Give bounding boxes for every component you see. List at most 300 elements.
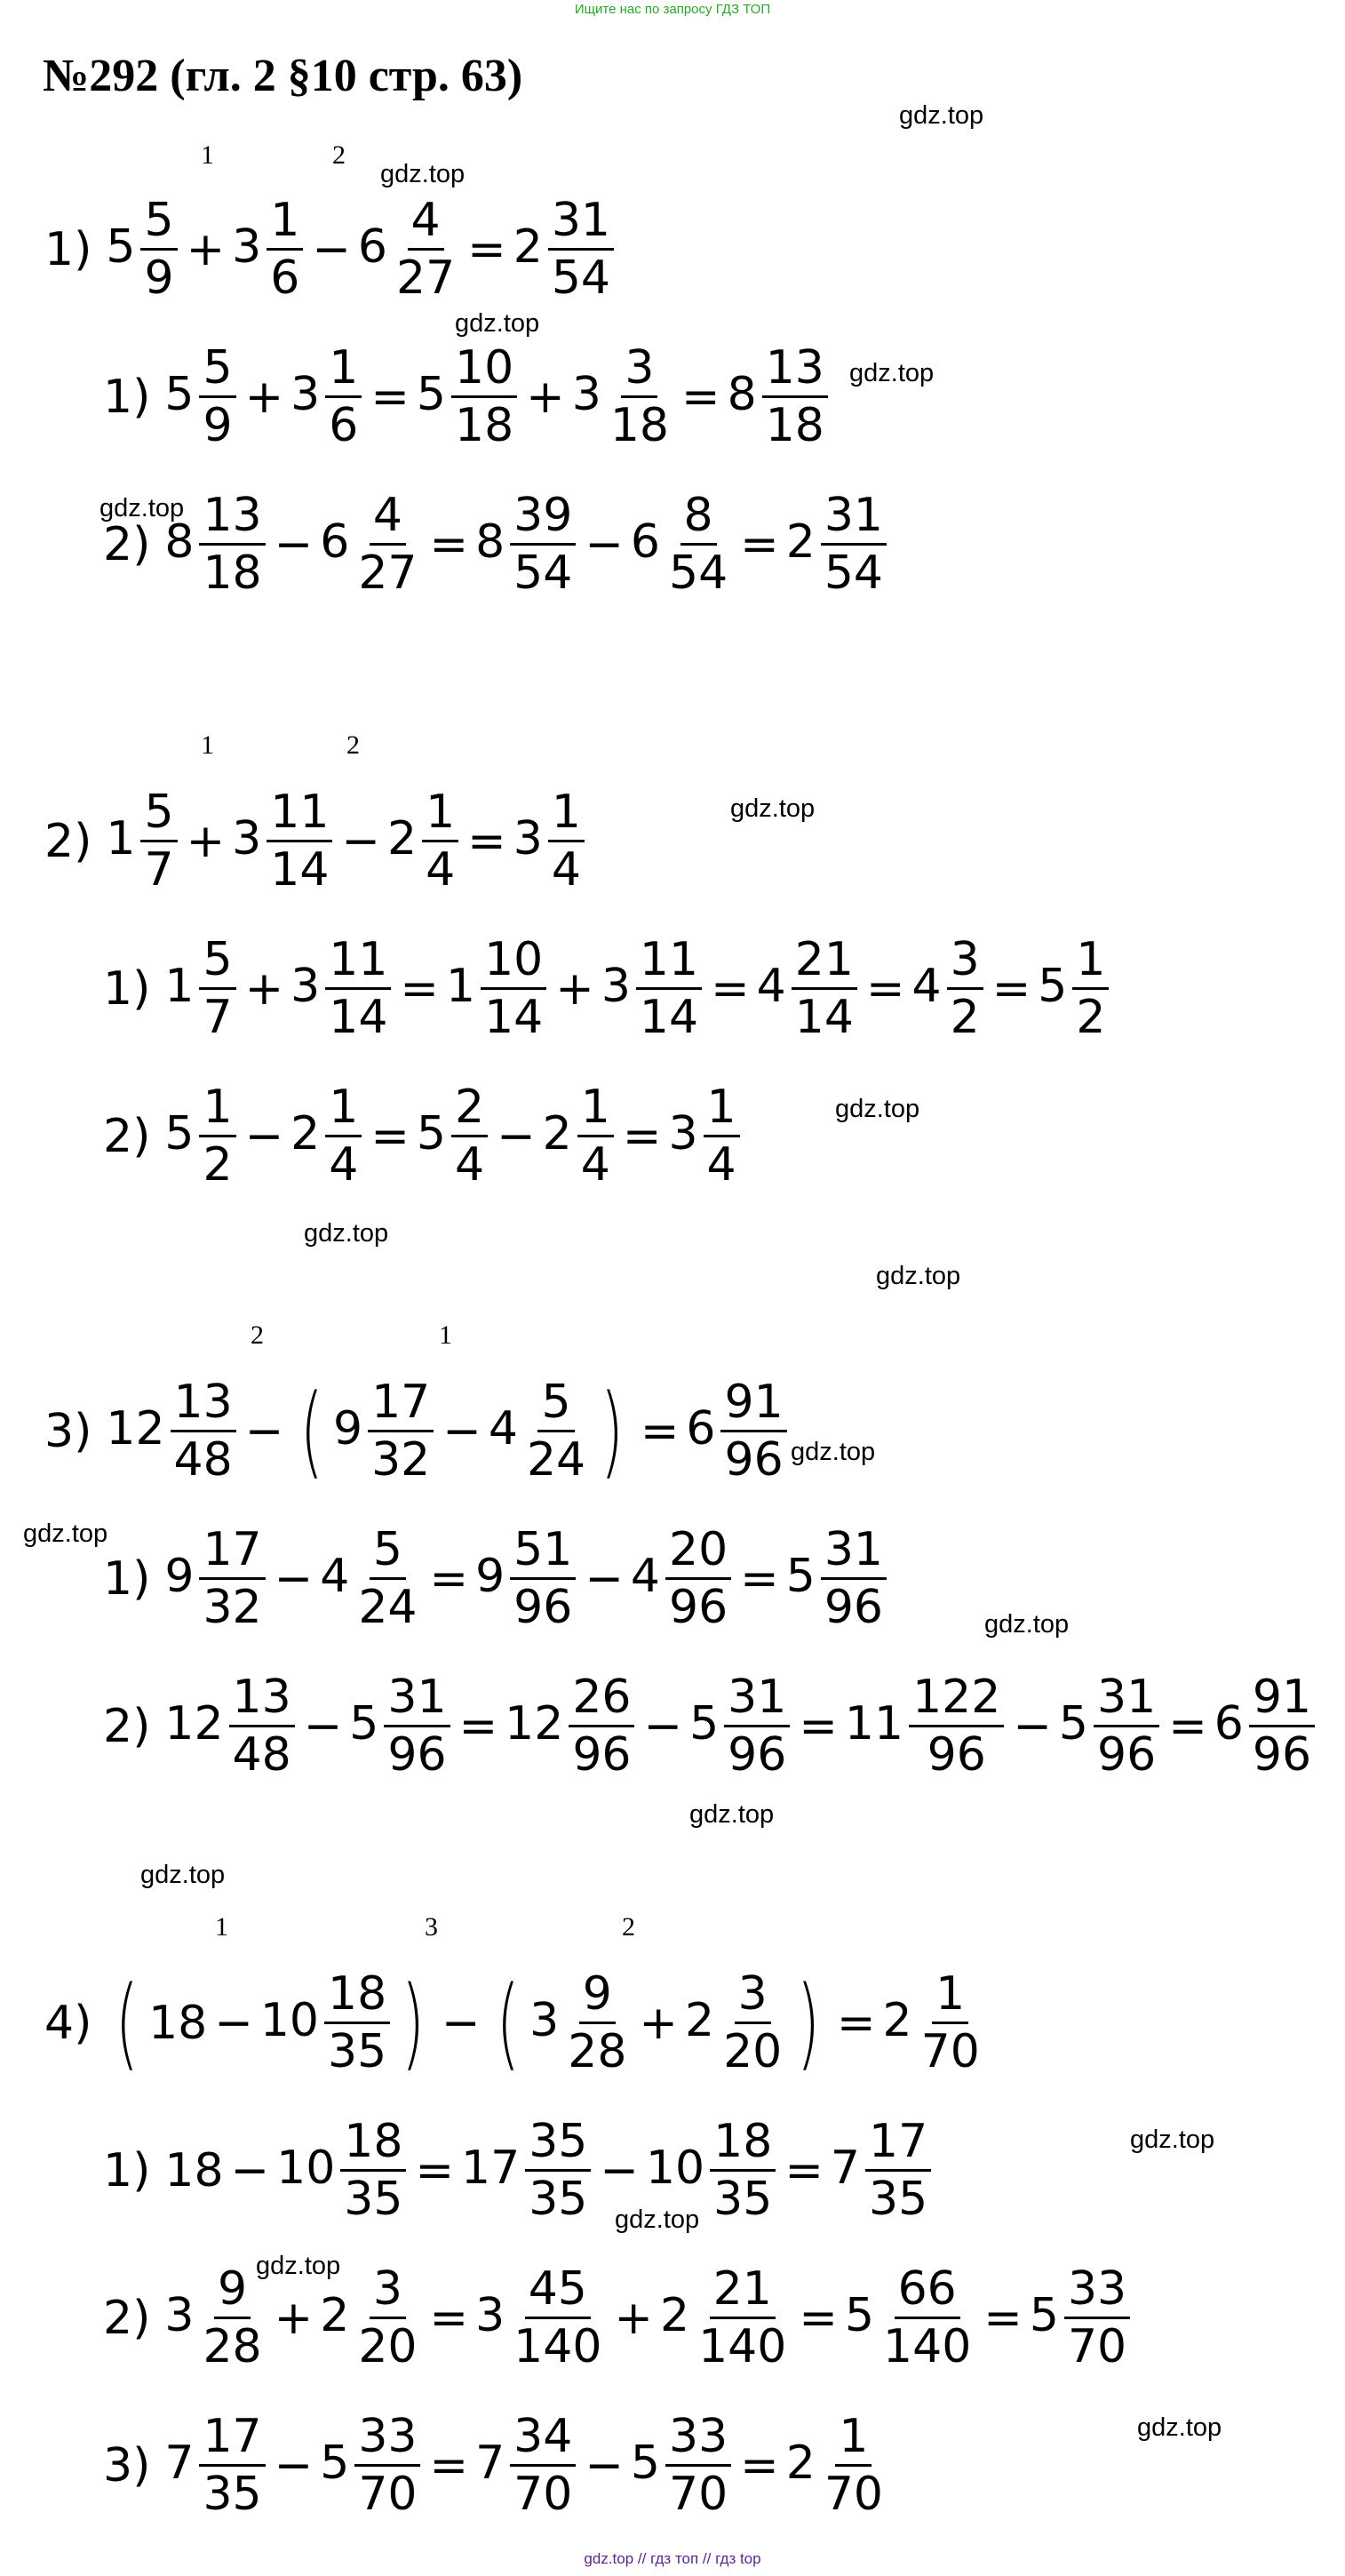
fraction <box>909 1671 1004 1782</box>
fraction <box>792 933 857 1044</box>
order-mark: 2 <box>622 1912 635 1942</box>
mixed-number <box>727 341 830 452</box>
equation-row <box>44 1373 789 1489</box>
watermark: gdz.top <box>380 160 466 188</box>
fraction <box>720 1967 785 2078</box>
numerator: 1 <box>835 2413 871 2467</box>
operator: + <box>186 222 226 276</box>
denominator: 140 <box>883 2320 972 2373</box>
numerator: 1 <box>704 1084 740 1137</box>
whole-part: 5 <box>416 367 446 421</box>
numerator: 122 <box>909 1674 1004 1727</box>
whole-part: 3 <box>601 959 631 1013</box>
whole-part: 2 <box>785 2436 816 2490</box>
mixed-number <box>164 1523 267 1634</box>
whole-part: 8 <box>475 514 505 569</box>
whole-part: 6 <box>1214 1696 1244 1751</box>
whole-part: 4 <box>756 959 786 1013</box>
operator: + <box>614 2291 653 2345</box>
numerator: 21 <box>710 2266 776 2319</box>
numerator: 1 <box>577 1084 614 1137</box>
numerator: 18 <box>340 2118 406 2172</box>
numerator: 26 <box>569 1674 634 1727</box>
denominator: 9 <box>203 399 233 452</box>
whole-part: 10 <box>259 1993 319 2047</box>
denominator: 27 <box>396 251 456 305</box>
fraction <box>422 786 458 897</box>
operator: + <box>244 961 284 1016</box>
fraction <box>1094 1671 1159 1782</box>
fraction <box>140 194 177 305</box>
fraction <box>199 1081 235 1192</box>
order-mark: 1 <box>201 730 214 760</box>
operator: − <box>585 1551 624 1606</box>
fraction <box>171 1376 236 1487</box>
denominator: 96 <box>572 1728 632 1782</box>
operator: − <box>643 1699 683 1753</box>
denominator: 35 <box>328 2025 387 2078</box>
mixed-number <box>164 2262 267 2373</box>
fraction <box>384 1671 450 1782</box>
mixed-number <box>571 341 674 452</box>
equation-row <box>103 1523 888 1634</box>
fraction <box>665 1523 731 1634</box>
numerator: 1 <box>267 197 303 251</box>
mixed-number <box>882 1967 985 2078</box>
numerator: 3 <box>947 937 983 990</box>
equation-row <box>103 2410 888 2521</box>
operator: − <box>442 1404 481 1458</box>
watermark: gdz.top <box>23 1519 108 1548</box>
fraction <box>762 341 828 452</box>
mixed-number <box>357 194 460 305</box>
whole-part: 2 <box>290 1106 321 1160</box>
denominator: 24 <box>526 1433 586 1487</box>
item-label: 2) <box>103 1109 151 1163</box>
whole-part: 3 <box>232 219 262 274</box>
mixed-number <box>630 1523 733 1634</box>
mixed-number <box>276 2115 408 2226</box>
mixed-number <box>475 2410 577 2521</box>
item-label: 2) <box>44 814 92 868</box>
fraction <box>1072 933 1109 1044</box>
operator: − <box>244 1109 284 1163</box>
equation-row <box>103 2115 933 2226</box>
fraction <box>879 2262 975 2373</box>
watermark: gdz.top <box>835 1095 920 1123</box>
order-mark: 1 <box>201 140 214 170</box>
whole-part: 4 <box>488 1401 518 1455</box>
fraction <box>724 1671 790 1782</box>
mixed-number <box>232 194 305 305</box>
numerator: 17 <box>368 1379 434 1432</box>
fraction <box>267 786 332 897</box>
operator: − <box>274 2438 314 2492</box>
denominator: 96 <box>724 1433 784 1487</box>
fraction <box>451 341 517 452</box>
fraction <box>821 2410 887 2521</box>
operator: − <box>441 1996 481 2050</box>
exercise-title: №292 (гл. 2 §10 стр. 63) <box>43 51 523 101</box>
numerator: 5 <box>140 789 177 842</box>
whole-part: 12 <box>164 1696 224 1751</box>
denominator: 27 <box>358 546 418 600</box>
fraction <box>325 1081 362 1192</box>
numerator: 91 <box>1249 1674 1315 1727</box>
denominator: 6 <box>270 251 300 305</box>
numerator: 31 <box>821 492 887 546</box>
denominator: 2 <box>203 1138 233 1192</box>
numerator: 13 <box>199 492 265 546</box>
fraction <box>510 2262 605 2373</box>
operator: − <box>274 517 314 571</box>
numerator: 13 <box>762 345 828 398</box>
numerator: 17 <box>199 1527 265 1580</box>
whole-part: 5 <box>106 219 136 274</box>
mixed-number <box>686 1376 788 1487</box>
site-search-banner: Ищите нас по запросу ГДЗ ТОП <box>574 2 771 17</box>
mixed-number <box>290 933 393 1044</box>
order-mark: 3 <box>425 1912 438 1942</box>
numerator: 18 <box>710 2118 776 2172</box>
denominator: 96 <box>1252 1728 1312 1782</box>
denominator: 4 <box>455 1138 485 1192</box>
denominator: 35 <box>529 2173 588 2226</box>
numerator: 11 <box>636 937 702 990</box>
denominator: 96 <box>669 1581 728 1634</box>
whole-part: 17 <box>461 2141 521 2195</box>
operator: = <box>799 1699 838 1753</box>
operator: = <box>415 2143 455 2197</box>
equation-row <box>103 933 1110 1044</box>
numerator: 66 <box>895 2266 960 2319</box>
fraction <box>199 2262 265 2373</box>
whole-part: 5 <box>416 1106 446 1160</box>
operator: − <box>244 1404 284 1458</box>
numerator: 10 <box>481 937 546 990</box>
watermark: gdz.top <box>984 1610 1070 1639</box>
operator: = <box>467 222 506 276</box>
whole-part: 9 <box>164 1549 195 1603</box>
denominator: 54 <box>551 251 611 305</box>
fraction <box>199 341 235 452</box>
fraction <box>865 2115 931 2226</box>
denominator: 14 <box>329 991 388 1044</box>
denominator: 7 <box>144 843 174 897</box>
fraction <box>548 194 614 305</box>
operator: − <box>303 1699 343 1753</box>
operator: + <box>244 370 284 424</box>
mixed-number <box>911 933 985 1044</box>
operator: = <box>467 814 506 868</box>
fraction <box>140 786 177 897</box>
whole-part: 4 <box>320 1549 350 1603</box>
equation-row <box>103 2262 1132 2373</box>
denominator: 96 <box>728 1728 787 1782</box>
parenthesis: ( <box>300 1373 324 1489</box>
fraction <box>665 2410 731 2521</box>
denominator: 70 <box>513 2468 573 2521</box>
item-label: 2) <box>103 1699 151 1753</box>
order-mark: 1 <box>215 1912 228 1942</box>
watermark: gdz.top <box>849 359 935 387</box>
denominator: 48 <box>173 1433 233 1487</box>
whole-part: 5 <box>844 2288 875 2342</box>
fraction <box>665 489 731 600</box>
whole-part: 5 <box>1038 959 1068 1013</box>
numerator: 1 <box>932 1971 968 2024</box>
numerator: 33 <box>354 2413 420 2467</box>
mixed-number <box>320 489 422 600</box>
operator: + <box>639 1996 678 2050</box>
whole-part: 1 <box>106 811 136 865</box>
whole-part: 5 <box>320 2436 350 2490</box>
mixed-number <box>630 489 733 600</box>
numerator: 3 <box>621 345 657 398</box>
operator: − <box>497 1109 536 1163</box>
denominator: 32 <box>371 1433 431 1487</box>
fraction <box>340 2115 406 2226</box>
mixed-number <box>164 1671 296 1782</box>
numerator: 17 <box>865 2118 931 2172</box>
mixed-number <box>844 2262 976 2373</box>
denominator: 14 <box>794 991 854 1044</box>
operator: − <box>312 222 351 276</box>
numerator: 1 <box>325 1084 362 1137</box>
numerator: 1 <box>199 1084 235 1137</box>
fraction <box>324 1967 390 2078</box>
numerator: 9 <box>579 1971 616 2024</box>
watermark: gdz.top <box>304 1219 389 1248</box>
whole-part: 9 <box>475 1549 505 1603</box>
mixed-number <box>320 1523 422 1634</box>
whole-part: 12 <box>505 1696 564 1751</box>
whole-part: 2 <box>660 2288 690 2342</box>
whole-part: 5 <box>785 1549 816 1603</box>
denominator: 28 <box>203 2320 262 2373</box>
whole-part: 5 <box>630 2436 660 2490</box>
mixed-number <box>164 341 237 452</box>
order-mark: 2 <box>346 730 360 760</box>
numerator: 31 <box>821 1527 887 1580</box>
operator: = <box>458 1699 498 1753</box>
mixed-number <box>475 2262 607 2373</box>
operator: − <box>585 517 624 571</box>
watermark: gdz.top <box>140 1861 226 1889</box>
whole-part: 10 <box>645 2141 705 2195</box>
denominator: 70 <box>358 2468 418 2521</box>
operator: = <box>400 961 439 1016</box>
item-label: 1) <box>103 2143 151 2197</box>
numerator: 45 <box>525 2266 591 2319</box>
denominator: 96 <box>927 1728 986 1782</box>
equation-row <box>103 1081 742 1192</box>
whole-part: 2 <box>320 2288 350 2342</box>
mixed-number <box>164 1081 237 1192</box>
numerator: 33 <box>1064 2266 1130 2319</box>
mixed-number <box>461 2115 593 2226</box>
mixed-number <box>259 1967 392 2078</box>
watermark: gdz.top <box>1137 2413 1222 2442</box>
fraction <box>607 341 672 452</box>
denominator: 96 <box>1097 1728 1157 1782</box>
mixed-number <box>1038 933 1110 1044</box>
equation-row <box>44 786 586 897</box>
operator: = <box>740 2438 779 2492</box>
fraction <box>354 2410 420 2521</box>
operator: = <box>429 1551 469 1606</box>
equation-row <box>103 341 830 452</box>
mixed-number <box>668 1081 741 1192</box>
mixed-number <box>1214 1671 1317 1782</box>
operator: = <box>740 1551 779 1606</box>
mixed-number <box>601 933 704 1044</box>
fraction <box>199 1523 265 1634</box>
whole-part: 12 <box>106 1401 165 1455</box>
whole-part: 5 <box>164 1106 195 1160</box>
whole-part: 6 <box>630 514 660 569</box>
watermark: gdz.top <box>730 794 816 823</box>
mixed-number <box>785 1523 888 1634</box>
item-label: 1) <box>44 222 92 276</box>
mixed-number <box>106 1376 237 1487</box>
mixed-number <box>529 1967 632 2078</box>
operator: = <box>640 1404 680 1458</box>
whole-part: 6 <box>357 219 387 274</box>
numerator: 34 <box>510 2413 576 2467</box>
whole-part: 5 <box>349 1696 379 1751</box>
mixed-number <box>488 1376 591 1487</box>
whole-part: 5 <box>164 367 195 421</box>
denominator: 4 <box>551 843 581 897</box>
denominator: 6 <box>329 399 359 452</box>
operator: = <box>429 2291 469 2345</box>
denominator: 18 <box>609 399 670 452</box>
numerator: 91 <box>720 1379 786 1432</box>
numerator: 5 <box>199 937 235 990</box>
watermark: gdz.top <box>899 101 984 130</box>
fraction <box>720 1376 786 1487</box>
fraction <box>564 1967 630 2078</box>
whole-part: 11 <box>844 1696 904 1751</box>
numerator: 1 <box>325 345 362 398</box>
item-label: 4) <box>44 1996 92 2050</box>
denominator: 35 <box>868 2173 928 2226</box>
footer-watermark: gdz.top // гдз топ // гдз top <box>584 2550 761 2567</box>
fraction <box>199 2410 265 2521</box>
order-mark: 2 <box>251 1320 264 1350</box>
mixed-number <box>660 2262 792 2373</box>
mixed-number <box>320 2262 422 2373</box>
operator: − <box>230 2143 270 2197</box>
denominator: 14 <box>484 991 544 1044</box>
order-mark: 1 <box>439 1320 452 1350</box>
order-mark: 2 <box>332 140 346 170</box>
numerator: 39 <box>510 492 576 546</box>
operator: − <box>1013 1699 1052 1753</box>
numerator: 35 <box>525 2118 591 2172</box>
mixed-number <box>475 1523 577 1634</box>
operator: = <box>370 370 410 424</box>
fraction <box>510 489 576 600</box>
numerator: 51 <box>510 1527 576 1580</box>
denominator: 28 <box>568 2025 627 2078</box>
whole-part: 8 <box>727 367 757 421</box>
item-label: 2) <box>103 517 151 571</box>
numerator: 31 <box>548 197 614 251</box>
denominator: 32 <box>203 1581 262 1634</box>
whole-part: 3 <box>668 1106 698 1160</box>
numerator: 3 <box>370 2266 406 2319</box>
watermark: gdz.top <box>615 2205 700 2234</box>
numerator: 10 <box>451 345 517 398</box>
mixed-number <box>542 1081 616 1192</box>
parenthesis: ( <box>497 1965 521 2081</box>
mixed-number <box>1029 2262 1132 2373</box>
mixed-number <box>164 933 237 1044</box>
whole-part: 6 <box>686 1401 716 1455</box>
whole-part: 2 <box>685 1993 715 2047</box>
parenthesis: ( <box>115 1965 139 2081</box>
numerator: 20 <box>665 1527 731 1580</box>
parenthesis: ) <box>600 1373 625 1489</box>
mixed-number <box>689 1671 792 1782</box>
whole-part: 2 <box>542 1106 572 1160</box>
fraction <box>451 1081 488 1192</box>
whole-part: 3 <box>232 811 262 865</box>
fraction <box>199 489 265 600</box>
whole-part: 9 <box>333 1401 363 1455</box>
numerator: 17 <box>199 2413 265 2467</box>
operator: − <box>600 2143 639 2197</box>
denominator: 14 <box>270 843 330 897</box>
denominator: 70 <box>669 2468 728 2521</box>
denominator: 54 <box>669 546 728 600</box>
fraction <box>354 489 420 600</box>
denominator: 4 <box>580 1138 610 1192</box>
whole-part: 5 <box>1029 2288 1059 2342</box>
fraction <box>267 194 303 305</box>
equation-row <box>44 1965 985 2081</box>
mixed-number <box>756 933 859 1044</box>
denominator: 54 <box>824 546 884 600</box>
item-label: 1) <box>103 961 151 1016</box>
operator: = <box>681 370 720 424</box>
whole-part: 7 <box>475 2436 505 2490</box>
denominator: 4 <box>426 843 456 897</box>
fraction <box>368 1376 434 1487</box>
whole-part: 3 <box>529 1993 560 2047</box>
fraction <box>695 2262 790 2373</box>
numerator: 9 <box>214 2266 251 2319</box>
item-label: 1) <box>103 370 151 424</box>
item-label: 1) <box>103 1551 151 1606</box>
mixed-number <box>386 786 460 897</box>
mixed-number <box>164 2410 267 2521</box>
mixed-number <box>416 341 519 452</box>
numerator: 18 <box>324 1971 390 2024</box>
denominator: 24 <box>358 1581 418 1634</box>
denominator: 18 <box>203 546 262 600</box>
mixed-number <box>232 786 334 897</box>
fraction <box>710 2115 776 2226</box>
whole-part: 2 <box>386 811 418 865</box>
whole-part: 8 <box>164 514 195 569</box>
denominator: 48 <box>232 1728 291 1782</box>
numerator: 1 <box>1072 937 1109 990</box>
mixed-number <box>630 2410 733 2521</box>
fraction <box>918 1967 983 2078</box>
